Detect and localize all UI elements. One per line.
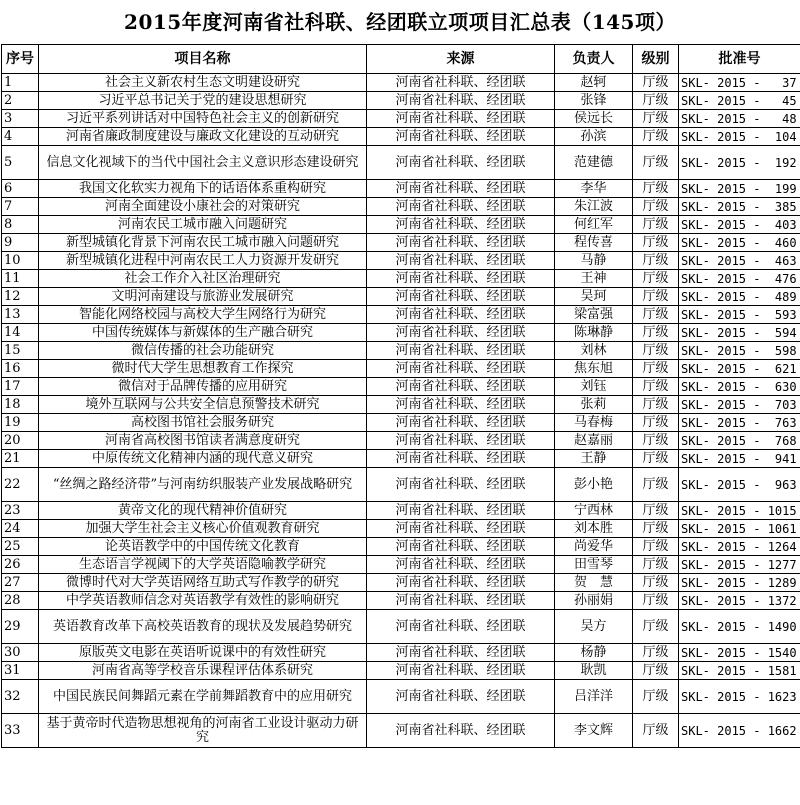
- row-approval-number: SKL- 2015 - 460: [679, 234, 800, 252]
- row-level: 厅级: [633, 216, 679, 234]
- row-index: 5: [2, 146, 39, 180]
- row-level: 厅级: [633, 414, 679, 432]
- row-leader: 张锋: [555, 92, 633, 110]
- row-project-name: 新型城镇化进程中河南农民工人力资源开发研究: [39, 252, 367, 270]
- row-project-name: 微信对于品牌传播的应用研究: [39, 378, 367, 396]
- row-leader: 贺 慧: [555, 574, 633, 592]
- header-approval-number: 批准号: [679, 45, 800, 74]
- row-level: 厅级: [633, 714, 679, 748]
- row-index: 9: [2, 234, 39, 252]
- row-approval-number: SKL- 2015 - 703: [679, 396, 800, 414]
- row-leader: 田雪琴: [555, 556, 633, 574]
- row-level: 厅级: [633, 538, 679, 556]
- row-project-name: 河南省高等学校音乐课程评估体系研究: [39, 662, 367, 680]
- row-source: 河南省社科联、经团联: [367, 680, 555, 714]
- row-project-name: 习近平系列讲话对中国特色社会主义的创新研究: [39, 110, 367, 128]
- table-row: [2, 574, 800, 592]
- row-level: 厅级: [633, 270, 679, 288]
- row-leader: 何红军: [555, 216, 633, 234]
- table-row: [2, 360, 800, 378]
- row-source: 河南省社科联、经团联: [367, 662, 555, 680]
- row-index: 16: [2, 360, 39, 378]
- row-project-name: 河南全面建设小康社会的对策研究: [39, 198, 367, 216]
- row-level: 厅级: [633, 450, 679, 468]
- table-row: [2, 146, 800, 180]
- table-row: [2, 288, 800, 306]
- row-level: 厅级: [633, 680, 679, 714]
- row-project-name: 文明河南建设与旅游业发展研究: [39, 288, 367, 306]
- row-project-name: 加强大学生社会主义核心价值观教育研究: [39, 520, 367, 538]
- row-approval-number: SKL- 2015 - 1490: [679, 610, 800, 644]
- row-index: 31: [2, 662, 39, 680]
- row-source: 河南省社科联、经团联: [367, 180, 555, 198]
- table-row: [2, 644, 800, 662]
- row-source: 河南省社科联、经团联: [367, 468, 555, 502]
- table-row: [2, 502, 800, 520]
- row-source: 河南省社科联、经团联: [367, 714, 555, 748]
- row-project-name: 社会主义新农村生态文明建设研究: [39, 74, 367, 92]
- row-level: 厅级: [633, 378, 679, 396]
- row-project-name: 新型城镇化背景下河南农民工城市融入问题研究: [39, 234, 367, 252]
- row-index: 11: [2, 270, 39, 288]
- row-level: 厅级: [633, 198, 679, 216]
- row-approval-number: SKL- 2015 - 463: [679, 252, 800, 270]
- row-leader: 李文辉: [555, 714, 633, 748]
- row-leader: 宁西林: [555, 502, 633, 520]
- row-source: 河南省社科联、经团联: [367, 288, 555, 306]
- row-index: 12: [2, 288, 39, 306]
- row-index: 8: [2, 216, 39, 234]
- row-level: 厅级: [633, 92, 679, 110]
- row-project-name: 微博时代对大学英语网络互助式写作教学的研究: [39, 574, 367, 592]
- row-source: 河南省社科联、经团联: [367, 450, 555, 468]
- row-source: 河南省社科联、经团联: [367, 270, 555, 288]
- table-row: [2, 556, 800, 574]
- row-leader: 彭小艳: [555, 468, 633, 502]
- row-project-name: 中国民族民间舞蹈元素在学前舞蹈教育中的应用研究: [39, 680, 367, 714]
- row-leader: 范建德: [555, 146, 633, 180]
- row-index: 25: [2, 538, 39, 556]
- table-row: [2, 520, 800, 538]
- table-row: [2, 128, 800, 146]
- row-leader: 吕洋洋: [555, 680, 633, 714]
- table-row: [2, 378, 800, 396]
- row-level: 厅级: [633, 662, 679, 680]
- row-approval-number: SKL- 2015 - 489: [679, 288, 800, 306]
- row-leader: 耿凯: [555, 662, 633, 680]
- row-index: 32: [2, 680, 39, 714]
- row-project-name: 境外互联网与公共安全信息预警技术研究: [39, 396, 367, 414]
- row-approval-number: SKL- 2015 - 45: [679, 92, 800, 110]
- row-source: 河南省社科联、经团联: [367, 520, 555, 538]
- table-row: [2, 216, 800, 234]
- row-leader: 焦东旭: [555, 360, 633, 378]
- row-level: 厅级: [633, 342, 679, 360]
- table-row: [2, 610, 800, 644]
- row-index: 24: [2, 520, 39, 538]
- table-row: [2, 198, 800, 216]
- row-level: 厅级: [633, 360, 679, 378]
- row-level: 厅级: [633, 592, 679, 610]
- row-index: 17: [2, 378, 39, 396]
- row-source: 河南省社科联、经团联: [367, 110, 555, 128]
- row-level: 厅级: [633, 432, 679, 450]
- row-source: 河南省社科联、经团联: [367, 396, 555, 414]
- row-project-name: 黄帝文化的现代精神价值研究: [39, 502, 367, 520]
- row-index: 27: [2, 574, 39, 592]
- table-row: [2, 396, 800, 414]
- row-leader: 王静: [555, 450, 633, 468]
- row-source: 河南省社科联、经团联: [367, 538, 555, 556]
- row-index: 10: [2, 252, 39, 270]
- header-level: 级别: [633, 45, 679, 74]
- row-source: 河南省社科联、经团联: [367, 216, 555, 234]
- row-index: 14: [2, 324, 39, 342]
- row-index: 23: [2, 502, 39, 520]
- row-index: 1: [2, 74, 39, 92]
- row-index: 33: [2, 714, 39, 748]
- row-project-name: 河南农民工城市融入问题研究: [39, 216, 367, 234]
- row-approval-number: SKL- 2015 - 594: [679, 324, 800, 342]
- table-header-row: [2, 45, 800, 74]
- table-row: [2, 714, 800, 748]
- row-approval-number: SKL- 2015 - 192: [679, 146, 800, 180]
- row-approval-number: SKL- 2015 - 1277: [679, 556, 800, 574]
- row-source: 河南省社科联、经团联: [367, 324, 555, 342]
- row-approval-number: SKL- 2015 - 630: [679, 378, 800, 396]
- row-leader: 孙丽娟: [555, 592, 633, 610]
- row-level: 厅级: [633, 146, 679, 180]
- row-project-name: 河南省高校图书馆读者满意度研究: [39, 432, 367, 450]
- row-source: 河南省社科联、经团联: [367, 146, 555, 180]
- row-level: 厅级: [633, 324, 679, 342]
- row-source: 河南省社科联、经团联: [367, 92, 555, 110]
- table-row: [2, 180, 800, 198]
- row-leader: 孙滨: [555, 128, 633, 146]
- row-source: 河南省社科联、经团联: [367, 610, 555, 644]
- row-leader: 朱江波: [555, 198, 633, 216]
- row-approval-number: SKL- 2015 - 593: [679, 306, 800, 324]
- row-source: 河南省社科联、经团联: [367, 128, 555, 146]
- row-level: 厅级: [633, 74, 679, 92]
- row-leader: 马春梅: [555, 414, 633, 432]
- row-level: 厅级: [633, 234, 679, 252]
- row-project-name: 河南省廉政制度建设与廉政文化建设的互动研究: [39, 128, 367, 146]
- row-level: 厅级: [633, 110, 679, 128]
- row-approval-number: SKL- 2015 - 941: [679, 450, 800, 468]
- row-approval-number: SKL- 2015 - 1061: [679, 520, 800, 538]
- row-approval-number: SKL- 2015 - 1540: [679, 644, 800, 662]
- row-leader: 马静: [555, 252, 633, 270]
- row-leader: 尚爱华: [555, 538, 633, 556]
- row-project-name: 中学英语教师信念对英语教学有效性的影响研究: [39, 592, 367, 610]
- row-source: 河南省社科联、经团联: [367, 306, 555, 324]
- row-project-name: 中国传统媒体与新媒体的生产融合研究: [39, 324, 367, 342]
- row-project-name: 社会工作介入社区治理研究: [39, 270, 367, 288]
- row-index: 18: [2, 396, 39, 414]
- row-index: 19: [2, 414, 39, 432]
- row-project-name: 微信传播的社会功能研究: [39, 342, 367, 360]
- row-leader: 梁富强: [555, 306, 633, 324]
- row-source: 河南省社科联、经团联: [367, 342, 555, 360]
- table-row: [2, 324, 800, 342]
- row-index: 15: [2, 342, 39, 360]
- row-level: 厅级: [633, 610, 679, 644]
- row-source: 河南省社科联、经团联: [367, 252, 555, 270]
- document-title: 2015年度河南省社科联、经团联立项项目汇总表（145项）: [124, 10, 676, 34]
- row-approval-number: SKL- 2015 - 1581: [679, 662, 800, 680]
- table-row: [2, 450, 800, 468]
- row-level: 厅级: [633, 502, 679, 520]
- row-source: 河南省社科联、经团联: [367, 556, 555, 574]
- table-row: [2, 662, 800, 680]
- row-project-name: 习近平总书记关于党的建设思想研究: [39, 92, 367, 110]
- row-index: 6: [2, 180, 39, 198]
- table-row: [2, 592, 800, 610]
- table-row: [2, 234, 800, 252]
- row-approval-number: SKL- 2015 - 37: [679, 74, 800, 92]
- row-level: 厅级: [633, 288, 679, 306]
- row-index: 29: [2, 610, 39, 644]
- table-row: [2, 414, 800, 432]
- row-level: 厅级: [633, 574, 679, 592]
- table-row: [2, 538, 800, 556]
- row-leader: 刘本胜: [555, 520, 633, 538]
- row-level: 厅级: [633, 468, 679, 502]
- row-project-name: 高校图书馆社会服务研究: [39, 414, 367, 432]
- header-source: 来源: [367, 45, 555, 74]
- table-row: [2, 468, 800, 502]
- row-project-name: 我国文化软实力视角下的话语体系重构研究: [39, 180, 367, 198]
- row-approval-number: SKL- 2015 - 199: [679, 180, 800, 198]
- row-index: 28: [2, 592, 39, 610]
- row-source: 河南省社科联、经团联: [367, 414, 555, 432]
- row-index: 13: [2, 306, 39, 324]
- row-project-name: 论英语教学中的中国传统文化教育: [39, 538, 367, 556]
- header-project-name: 项目名称: [39, 45, 367, 74]
- row-level: 厅级: [633, 396, 679, 414]
- row-approval-number: SKL- 2015 - 768: [679, 432, 800, 450]
- row-project-name: 英语教育改革下高校英语教育的现状及发展趋势研究: [39, 610, 367, 644]
- row-source: 河南省社科联、经团联: [367, 198, 555, 216]
- table-row: [2, 306, 800, 324]
- row-approval-number: SKL- 2015 - 763: [679, 414, 800, 432]
- row-source: 河南省社科联、经团联: [367, 502, 555, 520]
- table-row: [2, 680, 800, 714]
- row-leader: 刘钰: [555, 378, 633, 396]
- row-index: 7: [2, 198, 39, 216]
- row-index: 3: [2, 110, 39, 128]
- row-leader: 张莉: [555, 396, 633, 414]
- row-leader: 王神: [555, 270, 633, 288]
- row-leader: 赵轲: [555, 74, 633, 92]
- row-leader: 侯远长: [555, 110, 633, 128]
- row-index: 21: [2, 450, 39, 468]
- header-index: 序号: [2, 45, 39, 74]
- table-row: [2, 110, 800, 128]
- row-level: 厅级: [633, 520, 679, 538]
- row-project-name: 基于黄帝时代造物思想视角的河南省工业设计驱动力研究: [39, 714, 367, 748]
- row-approval-number: SKL- 2015 - 1372: [679, 592, 800, 610]
- row-index: 22: [2, 468, 39, 502]
- row-project-name: 原版英文电影在英语听说课中的有效性研究: [39, 644, 367, 662]
- row-approval-number: SKL- 2015 - 1289: [679, 574, 800, 592]
- row-source: 河南省社科联、经团联: [367, 74, 555, 92]
- row-source: 河南省社科联、经团联: [367, 378, 555, 396]
- row-source: 河南省社科联、经团联: [367, 592, 555, 610]
- row-approval-number: SKL- 2015 - 104: [679, 128, 800, 146]
- row-index: 30: [2, 644, 39, 662]
- row-source: 河南省社科联、经团联: [367, 432, 555, 450]
- table-row: [2, 252, 800, 270]
- row-approval-number: SKL- 2015 - 476: [679, 270, 800, 288]
- row-leader: 程传喜: [555, 234, 633, 252]
- row-approval-number: SKL- 2015 - 385: [679, 198, 800, 216]
- row-index: 20: [2, 432, 39, 450]
- row-source: 河南省社科联、经团联: [367, 574, 555, 592]
- row-level: 厅级: [633, 128, 679, 146]
- row-approval-number: SKL- 2015 - 1264: [679, 538, 800, 556]
- row-index: 4: [2, 128, 39, 146]
- row-project-name: “丝绸之路经济带”与河南纺织服装产业发展战略研究: [39, 468, 367, 502]
- row-project-name: 智能化网络校园与高校大学生网络行为研究: [39, 306, 367, 324]
- row-leader: 吴方: [555, 610, 633, 644]
- table-row: [2, 270, 800, 288]
- row-index: 2: [2, 92, 39, 110]
- table-row: [2, 432, 800, 450]
- row-level: 厅级: [633, 252, 679, 270]
- row-project-name: 信息文化视域下的当代中国社会主义意识形态建设研究: [39, 146, 367, 180]
- row-approval-number: SKL- 2015 - 598: [679, 342, 800, 360]
- table-row: [2, 342, 800, 360]
- row-leader: 杨静: [555, 644, 633, 662]
- row-project-name: 中原传统文化精神内涵的现代意义研究: [39, 450, 367, 468]
- row-source: 河南省社科联、经团联: [367, 644, 555, 662]
- row-approval-number: SKL- 2015 - 1015: [679, 502, 800, 520]
- row-index: 26: [2, 556, 39, 574]
- row-approval-number: SKL- 2015 - 963: [679, 468, 800, 502]
- row-project-name: 生态语言学视阈下的大学英语隐喻教学研究: [39, 556, 367, 574]
- row-leader: 刘林: [555, 342, 633, 360]
- row-leader: 李华: [555, 180, 633, 198]
- projects-table: [1, 44, 800, 748]
- row-level: 厅级: [633, 306, 679, 324]
- row-approval-number: SKL- 2015 - 1662: [679, 714, 800, 748]
- table-row: [2, 74, 800, 92]
- row-approval-number: SKL- 2015 - 48: [679, 110, 800, 128]
- row-approval-number: SKL- 2015 - 1623: [679, 680, 800, 714]
- row-leader: 赵嘉丽: [555, 432, 633, 450]
- row-source: 河南省社科联、经团联: [367, 234, 555, 252]
- row-level: 厅级: [633, 556, 679, 574]
- row-level: 厅级: [633, 180, 679, 198]
- row-project-name: 微时代大学生思想教育工作探究: [39, 360, 367, 378]
- header-leader: 负责人: [555, 45, 633, 74]
- row-level: 厅级: [633, 644, 679, 662]
- row-leader: 吴珂: [555, 288, 633, 306]
- row-source: 河南省社科联、经团联: [367, 360, 555, 378]
- table-row: [2, 92, 800, 110]
- row-approval-number: SKL- 2015 - 403: [679, 216, 800, 234]
- row-approval-number: SKL- 2015 - 621: [679, 360, 800, 378]
- row-leader: 陈琳静: [555, 324, 633, 342]
